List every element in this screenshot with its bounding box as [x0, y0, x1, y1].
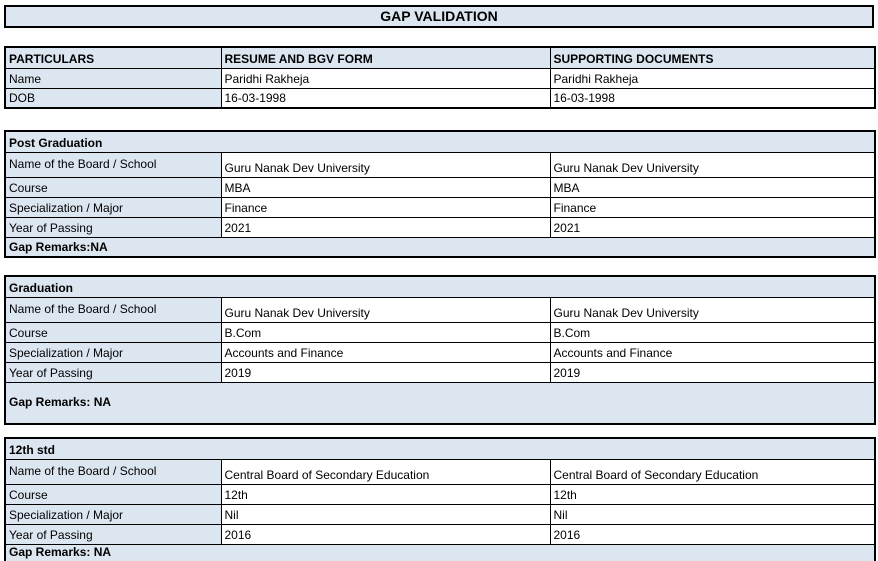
table-row [5, 88, 875, 108]
table-row [5, 152, 875, 177]
gap-remarks-row [5, 237, 875, 257]
resume-value: Accounts and Finance [221, 342, 550, 362]
resume-value: 2019 [221, 362, 550, 382]
row-label: Name of the Board / School [5, 459, 221, 484]
supporting-value: Finance [550, 197, 875, 217]
supporting-value: 2019 [550, 362, 875, 382]
spacer [4, 109, 874, 130]
section-table-graduation [4, 275, 876, 425]
page-title: GAP VALIDATION [4, 5, 874, 28]
table-row [5, 68, 875, 88]
gap-remarks: Gap Remarks: NA [5, 382, 875, 424]
section-header-row [5, 438, 875, 459]
row-label: Specialization / Major [5, 342, 221, 362]
supporting-value: 2016 [550, 524, 875, 544]
row-label: DOB [5, 88, 221, 108]
gap-remarks: Gap Remarks:NA [5, 237, 875, 257]
table-row [5, 459, 875, 484]
row-label: Course [5, 484, 221, 504]
column-header-resume: RESUME AND BGV FORM [221, 47, 550, 68]
section-header-row [5, 131, 875, 152]
section-title: Graduation [5, 276, 875, 297]
section-title: Post Graduation [5, 131, 875, 152]
spacer [4, 28, 874, 46]
supporting-value: 2021 [550, 217, 875, 237]
table-row [5, 217, 875, 237]
table-row [5, 504, 875, 524]
section-header-row [5, 276, 875, 297]
supporting-value: Central Board of Secondary Education [550, 459, 875, 484]
resume-value: Guru Nanak Dev University [221, 297, 550, 322]
section-title: 12th std [5, 438, 875, 459]
section-table-post-graduation [4, 130, 876, 258]
row-label: Course [5, 177, 221, 197]
table-row [5, 322, 875, 342]
table-row [5, 524, 875, 544]
supporting-value: Accounts and Finance [550, 342, 875, 362]
table-row [5, 297, 875, 322]
table-header-row [5, 47, 875, 68]
table-row [5, 177, 875, 197]
row-label: Name of the Board / School [5, 297, 221, 322]
column-header-particulars: PARTICULARS [5, 47, 221, 68]
supporting-value: Guru Nanak Dev University [550, 297, 875, 322]
row-label: Year of Passing [5, 524, 221, 544]
row-label: Year of Passing [5, 217, 221, 237]
resume-value: 16-03-1998 [221, 88, 550, 108]
table-row [5, 197, 875, 217]
row-label: Specialization / Major [5, 504, 221, 524]
supporting-value: 12th [550, 484, 875, 504]
resume-value: 2021 [221, 217, 550, 237]
resume-value: Paridhi Rakheja [221, 68, 550, 88]
resume-value: MBA [221, 177, 550, 197]
spacer [4, 258, 874, 275]
supporting-value: Paridhi Rakheja [550, 68, 875, 88]
resume-value: 2016 [221, 524, 550, 544]
table-row [5, 342, 875, 362]
resume-value: 12th [221, 484, 550, 504]
resume-value: Nil [221, 504, 550, 524]
gap-remarks-row [5, 382, 875, 424]
supporting-value: 16-03-1998 [550, 88, 875, 108]
row-label: Specialization / Major [5, 197, 221, 217]
supporting-value: Nil [550, 504, 875, 524]
row-label: Course [5, 322, 221, 342]
supporting-value: B.Com [550, 322, 875, 342]
gap-remarks: Gap Remarks: NA [5, 544, 875, 561]
section-table-12th-std [4, 437, 876, 561]
resume-value: Guru Nanak Dev University [221, 152, 550, 177]
row-label: Name [5, 68, 221, 88]
supporting-value: Guru Nanak Dev University [550, 152, 875, 177]
row-label: Year of Passing [5, 362, 221, 382]
info-table [4, 46, 876, 109]
supporting-value: MBA [550, 177, 875, 197]
table-row [5, 362, 875, 382]
resume-value: Finance [221, 197, 550, 217]
resume-value: B.Com [221, 322, 550, 342]
row-label: Name of the Board / School [5, 152, 221, 177]
column-header-supporting: SUPPORTING DOCUMENTS [550, 47, 875, 68]
table-row [5, 484, 875, 504]
gap-remarks-row [5, 544, 875, 561]
spacer [4, 425, 874, 437]
resume-value: Central Board of Secondary Education [221, 459, 550, 484]
